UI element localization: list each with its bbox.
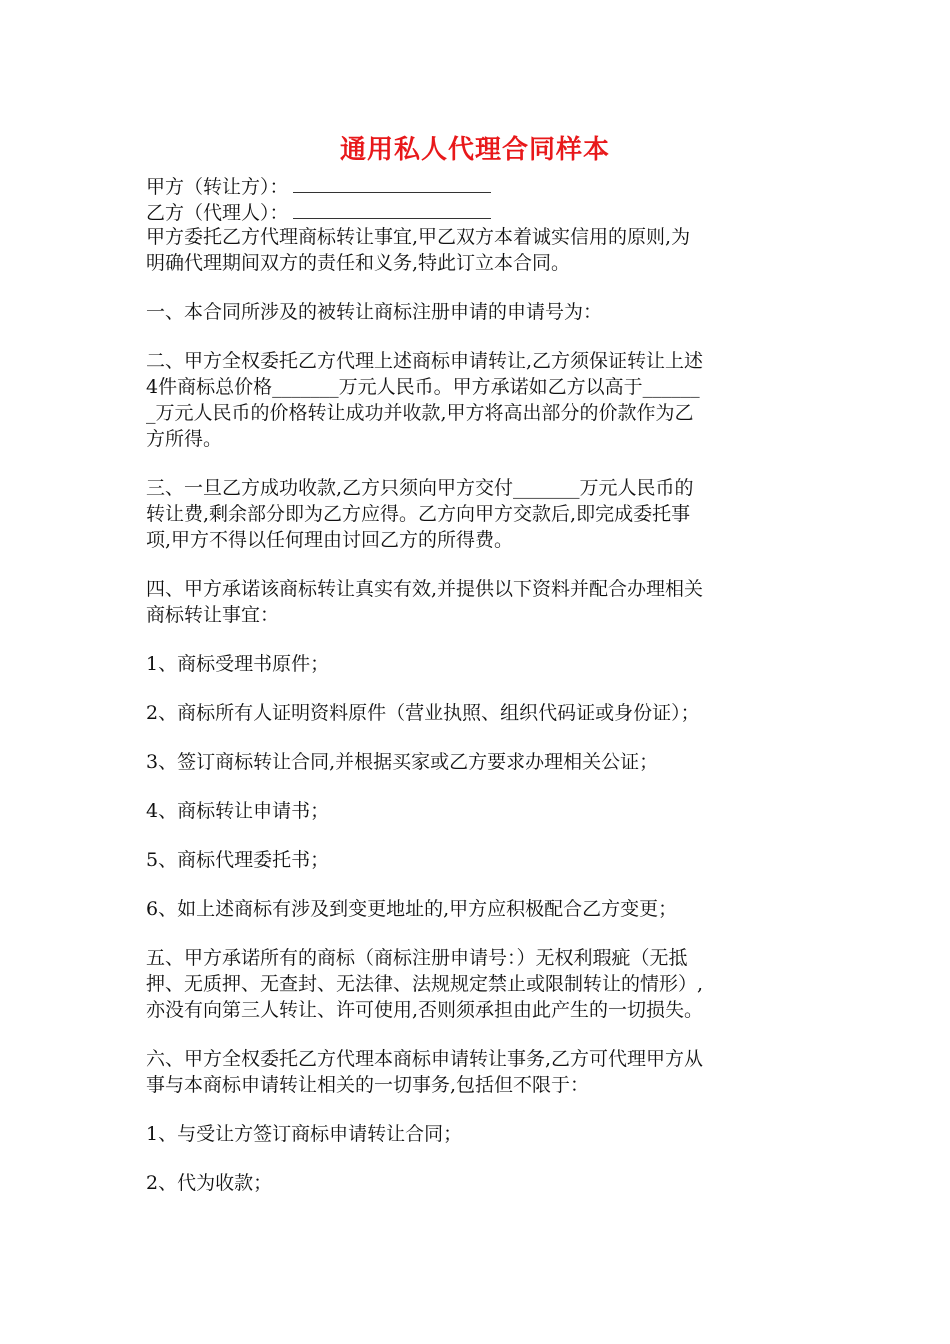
text-line: 4件商标总价格_______万元人民币。甲方承诺如乙方以高于______ bbox=[146, 376, 700, 398]
text-line: 一、本合同所涉及的被转让商标注册申请的申请号为： bbox=[146, 301, 603, 323]
text-line: 2、商标所有人证明资料原件（营业执照、组织代码证或身份证）； bbox=[146, 702, 700, 724]
party-b-label: 乙方（代理人）： bbox=[146, 202, 289, 224]
text-line: 明确代理期间双方的责任和义务,特此订立本合同。 bbox=[146, 252, 571, 274]
paragraph-spacer bbox=[146, 824, 810, 847]
text-line: 事与本商标申请转让相关的一切事务,包括但不限于： bbox=[146, 1074, 590, 1096]
text-line: 4、商标转让申请书； bbox=[146, 800, 330, 822]
text-line: 商标转让事宜： bbox=[146, 604, 280, 626]
text-line: 项,甲方不得以任何理由讨回乙方的所得费。 bbox=[146, 529, 514, 551]
party-a-blank-field bbox=[293, 172, 491, 193]
paragraph-spacer bbox=[146, 325, 810, 348]
paragraph-spacer bbox=[146, 1098, 810, 1121]
paragraph-spacer bbox=[146, 677, 810, 700]
paragraph-spacer bbox=[146, 922, 810, 945]
paragraph-spacer bbox=[146, 452, 810, 475]
text-line: 6、如上述商标有涉及到变更地址的,甲方应积极配合乙方变更； bbox=[146, 898, 678, 920]
paragraph-spacer bbox=[146, 775, 810, 798]
party-a-label: 甲方（转让方）： bbox=[146, 176, 289, 198]
text-line: 方所得。 bbox=[146, 428, 223, 450]
text-line: 亦没有向第三人转让、许可使用,否则须承担由此产生的一切损失。 bbox=[146, 999, 704, 1021]
text-line: 押、无质押、无查封、无法律、法规规定禁止或限制转让的情形）, bbox=[146, 973, 704, 995]
contract-clauses bbox=[146, 224, 810, 1196]
party-b-row bbox=[146, 198, 810, 224]
paragraph-spacer bbox=[146, 873, 810, 896]
text-line: 2、代为收款； bbox=[146, 1172, 273, 1194]
party-a-row bbox=[146, 172, 810, 198]
document-body bbox=[146, 172, 810, 1196]
paragraph-spacer bbox=[146, 1023, 810, 1046]
party-b-blank-field bbox=[293, 198, 491, 219]
text-line: 1、与受让方签订商标申请转让合同； bbox=[146, 1123, 463, 1145]
text-line: 3、签订商标转让合同,并根据买家或乙方要求办理相关公证； bbox=[146, 751, 659, 773]
text-line: 5、商标代理委托书； bbox=[146, 849, 330, 871]
text-line: 三、一旦乙方成功收款,乙方只须向甲方交付_______万元人民币的 bbox=[146, 477, 694, 499]
paragraph-spacer bbox=[146, 628, 810, 651]
document-title: 通用私人代理合同样本 bbox=[339, 135, 610, 165]
text-line: 六、甲方全权委托乙方代理本商标申请转让事务,乙方可代理甲方从 bbox=[146, 1048, 704, 1070]
paragraph-spacer bbox=[146, 276, 810, 299]
text-line: 四、甲方承诺该商标转让真实有效,并提供以下资料并配合办理相关 bbox=[146, 578, 704, 600]
text-line: 二、甲方全权委托乙方代理上述商标申请转让,乙方须保证转让上述 bbox=[146, 350, 704, 372]
text-line: 1、商标受理书原件； bbox=[146, 653, 330, 675]
text-line: 甲方委托乙方代理商标转让事宜,甲乙双方本着诚实信用的原则,为 bbox=[146, 226, 691, 248]
paragraph-spacer bbox=[146, 553, 810, 576]
text-line: 五、甲方承诺所有的商标（商标注册申请号：）无权利瑕疵（无抵 bbox=[146, 947, 688, 969]
paragraph-spacer bbox=[146, 726, 810, 749]
text-line: 转让费,剩余部分即为乙方应得。乙方向甲方交款后,即完成委托事 bbox=[146, 503, 691, 525]
text-line: _万元人民币的价格转让成功并收款,甲方将高出部分的价款作为乙 bbox=[146, 402, 694, 424]
paragraph-spacer bbox=[146, 1147, 810, 1170]
